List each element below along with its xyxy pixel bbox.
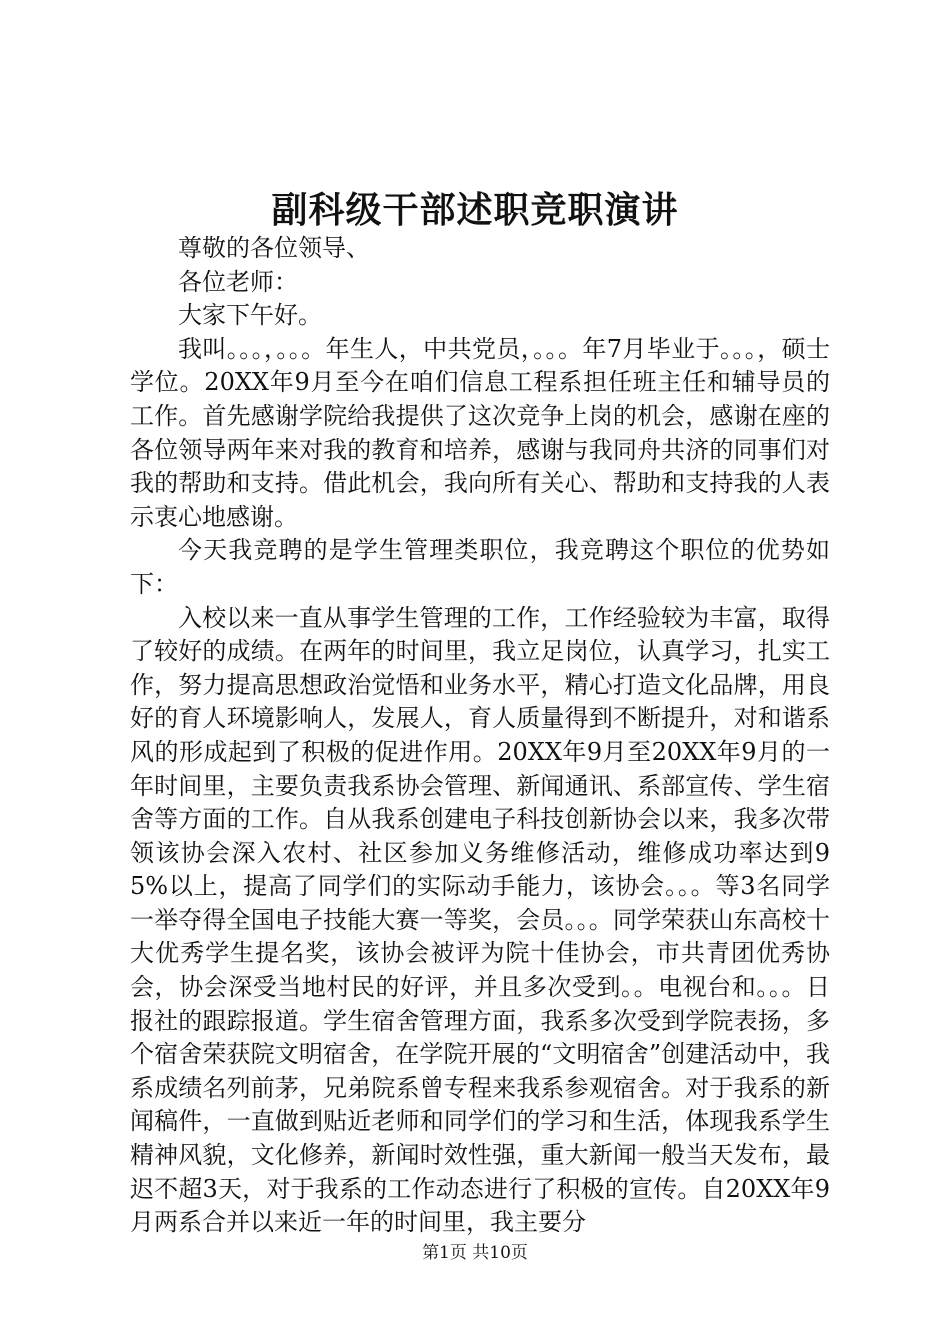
salutation-teachers: 各位老师：	[178, 267, 298, 296]
paragraph-experience: 入校以来一直从事学生管理的工作，工作经验较为丰富，取得了较好的成绩。在两年的时间里，我立足岗位，认真学习，扎实工作，努力提高思想政治觉悟和业务水平，精心打造文化品牌，用良好的育人环境影响人，发展人，育人质量得到不断提升，对和谐系风的形成起到了积极的促进作用。20XX年9月至20XX年9月的一年时间里，主要负责我系协会管理、新闻通讯、系部宣传、学生宿舍等方面的工作。自从我系创建电子科技创新协会以来，我多次带领该协会深入农村、社区参加义务维修活动，维修成功率达到95%以上，提高了同学们的实际动手能力，该协会。。。等3名同学一举夺得全国电子技能大赛一等奖，会员。。。同学荣获山东高校十大优秀学生提名奖，该协会被评为院十佳协会，市共青团优秀协会，协会深受当地村民的好评，并且多次受到。。电视台和。。。日报社的跟踪报道。学生宿舍管理方面，我系多次受到学院表扬，多个宿舍荣获院文明宿舍，在学院开展的“文明宿舍”创建活动中，我系成绩名列前茅，兄弟院系曾专程来我系参观宿舍。对于我系的新闻稿件，一直做到贴近老师和同学们的学习和生活，体现我系学生精神风貌，文化修养，新闻时效性强，重大新闻一般当天发布，最迟不超3天，对于我系的工作动态进行了积极的宣传。自20XX年9月两系合并以来近一年的时间里，我主要分	[130, 603, 830, 1237]
paragraph-introduction: 我叫。。。，。。。年生人，中共党员，。。。年7月毕业于。。。，硕士学位。20XX年9月至今在咱们信息工程系担任班主任和辅导员的工作。首先感谢学院给我提供了这次竞争上岗的机会，感谢在座的各位领导两年来对我的教育和培养，感谢与我同舟共济的同事们对我的帮助和支持。借此机会，我向所有关心、帮助和支持我的人表示衷心地感谢。	[130, 334, 830, 531]
paragraph-position: 今天我竞聘的是学生管理类职位，我竞聘这个职位的优势如下：	[130, 536, 830, 598]
document-body	[130, 232, 830, 1237]
document-title: 副科级干部述职竞职演讲	[271, 189, 679, 231]
salutation-leaders: 尊敬的各位领导、	[178, 234, 370, 262]
greeting: 大家下午好。	[178, 301, 322, 330]
page-number-footer: 第1页 共10页	[422, 1243, 528, 1263]
